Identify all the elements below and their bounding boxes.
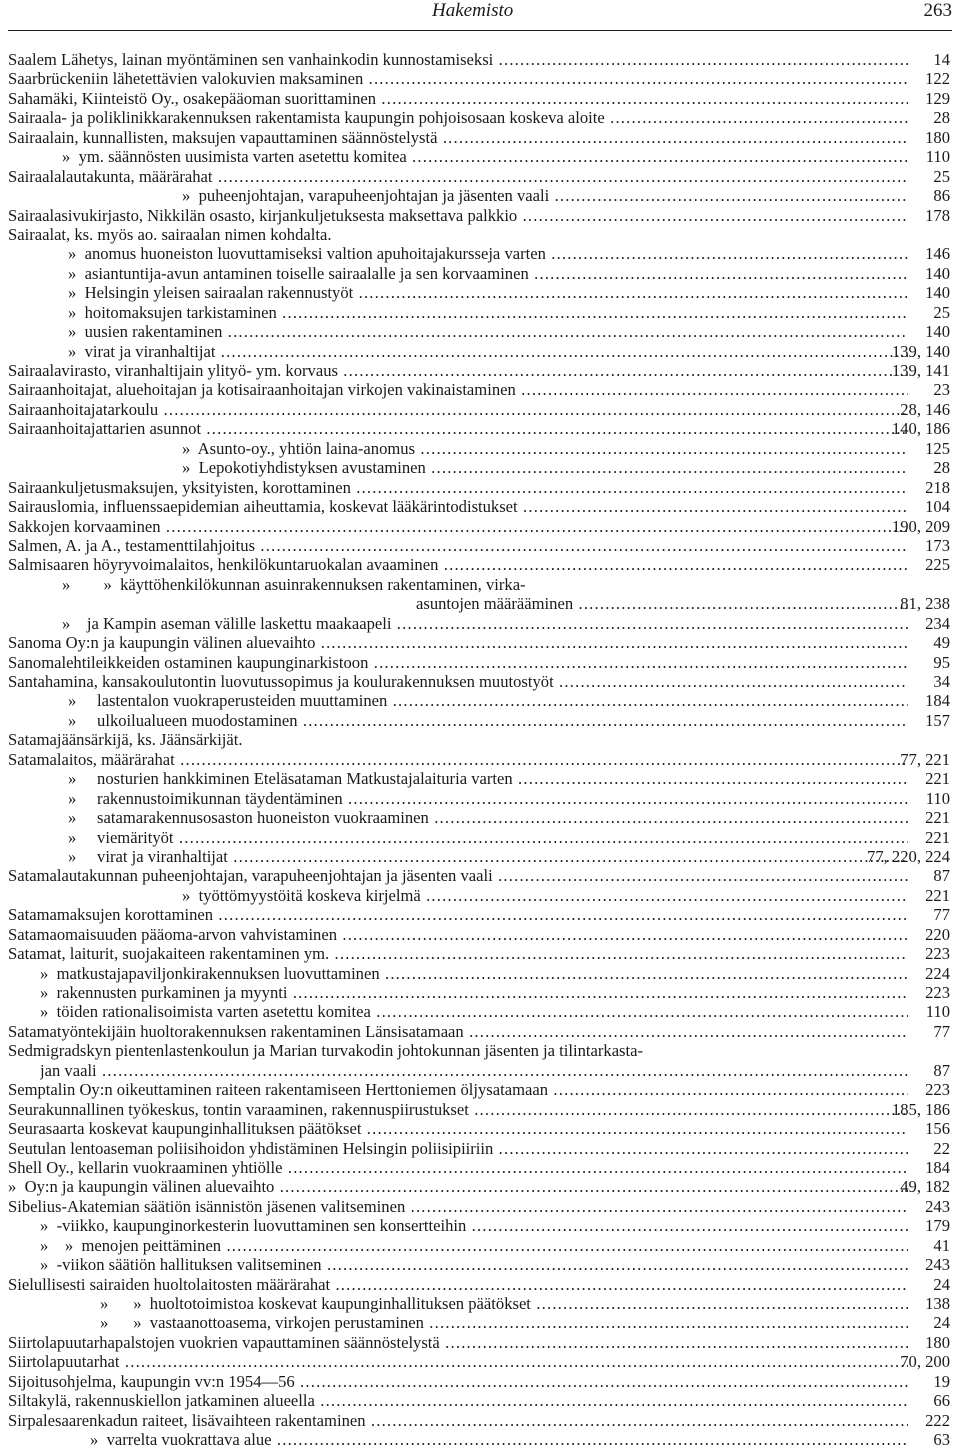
- entry-label: [8, 1391, 908, 1410]
- index-entry: [0, 1275, 960, 1294]
- entry-text: » ym. säännösten uusimista varten asetettu komitea: [62, 147, 407, 167]
- entry-text: » nosturien hankkiminen Eteläsataman Matkustajalaituria varten: [68, 769, 513, 789]
- entry-text: » hoitomaksujen tarkistaminen: [68, 302, 277, 322]
- entry-page-ref: 28, 146: [900, 399, 950, 419]
- index-entry: [0, 575, 960, 594]
- entry-text: » Oy:n ja kaupungin välinen aluevaihto: [8, 1177, 275, 1197]
- entry-text: Satamaomaisuuden pääoma-arvon vahvistaminen: [8, 924, 338, 944]
- index-entry: [0, 517, 960, 536]
- index-entry: [0, 1139, 960, 1158]
- index-entry: [0, 361, 960, 380]
- index-entry: [0, 458, 960, 477]
- entry-page-ref: 95: [933, 652, 950, 672]
- entry-text: » virat ja viranhaltijat: [68, 846, 228, 866]
- entry-page-ref: 221: [925, 885, 950, 905]
- index-entry: [0, 1236, 960, 1255]
- entry-text: » Helsingin yleisen sairaalan rakennustyöt: [68, 283, 354, 303]
- index-entry: [0, 730, 960, 749]
- entry-text: » rakennustoimikunnan täydentäminen: [68, 788, 343, 808]
- entry-label: [8, 633, 908, 652]
- index-entry: [0, 964, 960, 983]
- index-entry: [0, 905, 960, 924]
- entry-page-ref: 34: [933, 672, 950, 691]
- entry-label: [8, 167, 908, 186]
- entry-text: » ja Kampin aseman välille laskettu maakaapeli: [62, 613, 392, 633]
- entry-page-ref: 146: [925, 244, 950, 264]
- entry-label: [182, 186, 908, 205]
- entry-text: Sairaanhoitajatarkoulu: [8, 399, 159, 419]
- entry-page-ref: 87: [933, 866, 950, 886]
- index-entry: [0, 769, 960, 788]
- entry-page-ref: 86: [933, 186, 950, 206]
- entry-page-ref: 224: [925, 963, 950, 983]
- entry-page-ref: 178: [925, 205, 950, 225]
- entry-page-ref: 129: [925, 88, 950, 108]
- entry-label: [182, 458, 908, 477]
- entry-page-ref: 157: [925, 710, 950, 730]
- index-entry: [0, 866, 960, 885]
- index-entry: [0, 167, 960, 186]
- entry-text: » Lepokotiyhdistyksen avustaminen: [182, 458, 426, 478]
- index-entry: [0, 1119, 960, 1138]
- index-entry: [0, 1216, 960, 1235]
- entry-text: Satamamaksujen korottaminen: [8, 905, 214, 925]
- entry-text: Seurakunnallinen työkeskus, tontin varaaminen, rakennuspiirustukset: [8, 1099, 469, 1119]
- entry-page-ref: 180: [925, 127, 950, 147]
- entry-text: Sahamäki, Kiinteistö Oy., osakepääoman suorittaminen: [8, 88, 377, 108]
- entry-label: [8, 1352, 908, 1371]
- entry-page-ref: 180: [925, 1332, 950, 1352]
- entry-page-ref: 24: [933, 1313, 950, 1333]
- entry-page-ref: 234: [925, 613, 950, 633]
- index-entry: [0, 1391, 960, 1410]
- entry-label: [40, 1216, 908, 1235]
- entry-label: [68, 322, 908, 341]
- entry-page-ref: 220: [925, 924, 950, 944]
- entry-text: Shell Oy., kellarin vuokraaminen yhtiölle: [8, 1157, 283, 1177]
- index-entry: [0, 711, 960, 730]
- entry-label: [8, 1139, 908, 1158]
- index-entry: [0, 439, 960, 458]
- entry-text: Sairaalain, kunnallisten, maksujen vapauttaminen säännöstelystä: [8, 127, 438, 147]
- entry-page-ref: 25: [933, 302, 950, 322]
- index-entry: [0, 1255, 960, 1274]
- entry-text: Sedmigradskyn pientenlastenkoulun ja Marian turvakodin johtokunnan jäsenten ja tilintarkasta-: [8, 1041, 644, 1061]
- entry-text: Saalem Lähetys, lainan myöntäminen sen vanhainkodin kunnostamiseksi: [8, 50, 494, 69]
- entry-page-ref: 19: [933, 1371, 950, 1391]
- entry-text: Satamalautakunnan puheenjohtajan, varapuheenjohtajan ja jäsenten vaali: [8, 866, 493, 886]
- index-entry: [0, 1177, 960, 1196]
- index-entry: [0, 653, 960, 672]
- entry-label: [68, 711, 908, 730]
- entry-text: Siltakylä, rakennuskiellon jatkaminen alueella: [8, 1391, 315, 1411]
- entry-text: Sairauslomia, influenssaepidemian aiheuttamia, koskevat lääkärintodistukset: [8, 497, 518, 517]
- entry-label: [182, 439, 908, 458]
- entry-label: [90, 1430, 908, 1449]
- entry-page-ref: 49, 182: [900, 1177, 950, 1197]
- index-entry: [0, 186, 960, 205]
- entry-page-ref: 110: [925, 147, 950, 167]
- index-entry: [0, 828, 960, 847]
- index-entry: [0, 1372, 960, 1391]
- entry-label: [8, 536, 908, 555]
- entry-label: [8, 89, 908, 108]
- entry-page-ref: 25: [933, 166, 950, 186]
- entry-page-ref: 184: [925, 1157, 950, 1177]
- index-entry: [0, 380, 960, 399]
- entry-page-ref: 28: [933, 458, 950, 478]
- entry-text: Sairaala- ja poliklinikkarakennuksen rakentamista kaupungin pohjoisosaan koskeva aloite: [8, 108, 605, 128]
- entry-label: [8, 1372, 908, 1391]
- entry-page-ref: 156: [925, 1119, 950, 1139]
- entry-text: » » menojen peittäminen: [40, 1235, 222, 1255]
- entry-page-ref: 110: [925, 788, 950, 808]
- index-entry: [0, 283, 960, 302]
- entry-text: Sairaanhoitajat, aluehoitajan ja kotisairaanhoitajan virkojen vakinaistaminen: [8, 380, 516, 400]
- entry-page-ref: 77: [933, 905, 950, 925]
- entry-text: » » huoltotoimistoa koskevat kaupunginhallituksen päätökset: [100, 1294, 531, 1313]
- entry-text: » varrelta vuokrattava alue: [90, 1430, 272, 1450]
- entry-text: Satamat, laiturit, suojakaiteen rakentaminen ym.: [8, 944, 330, 964]
- index-entry: [0, 400, 960, 419]
- entry-text: » matkustajapaviljonkirakennuksen luovuttaminen: [40, 963, 380, 983]
- entry-page-ref: 104: [925, 497, 950, 517]
- entry-label: [416, 594, 908, 613]
- entry-page-ref: 222: [925, 1410, 950, 1430]
- entry-label: [8, 555, 908, 574]
- entry-label: [8, 866, 908, 885]
- entry-text: Satamalaitos, määrärahat: [8, 749, 175, 769]
- entry-label: [62, 147, 908, 166]
- entry-text: jan vaali: [40, 1060, 97, 1080]
- entry-label: [8, 1022, 908, 1041]
- entry-page-ref: 81, 238: [900, 594, 950, 614]
- index-entry: [0, 478, 960, 497]
- entry-text: Sairaalalautakunta, määrärahat: [8, 166, 213, 186]
- entry-text: Sibelius-Akatemian säätiön isännistön jäsenen valitseminen: [8, 1196, 406, 1216]
- entry-label: [8, 419, 908, 438]
- entry-label: [100, 1294, 908, 1313]
- index-entry: [0, 1002, 960, 1021]
- entry-text: » satamarakennusosaston huoneiston vuokraaminen: [68, 808, 429, 828]
- entry-text: » » käyttöhenkilökunnan asuinrakennuksen rakentaminen, virka-: [62, 574, 526, 594]
- index-entry: [0, 128, 960, 147]
- entry-text: Satamatyöntekijäin huoltorakennuksen rakentaminen Länsisatamaan: [8, 1021, 464, 1041]
- entry-label: [68, 808, 908, 827]
- entry-text: » virat ja viranhaltijat: [68, 341, 216, 361]
- entry-label: [8, 1100, 908, 1119]
- entry-label: [68, 283, 908, 302]
- entry-page-ref: 221: [925, 827, 950, 847]
- entry-page-ref: 140, 186: [891, 419, 950, 439]
- entry-text: Sairaalavirasto, viranhaltijain ylityö- ym. korvaus: [8, 361, 338, 380]
- entry-page-ref: 77: [933, 1021, 950, 1041]
- entry-page-ref: 221: [925, 808, 950, 828]
- index-entry: [0, 847, 960, 866]
- index-entry: [0, 925, 960, 944]
- index-entry: [0, 1080, 960, 1099]
- entry-label: [8, 50, 908, 69]
- index-entry: [0, 69, 960, 88]
- entry-label: [40, 983, 908, 1002]
- entry-label: [68, 342, 908, 361]
- entry-page-ref: 77, 221: [900, 749, 950, 769]
- entry-label: [8, 1197, 908, 1216]
- index-entry: [0, 1313, 960, 1332]
- entry-text: Sairaalat, ks. myös ao. sairaalan nimen kohdalta.: [8, 224, 332, 244]
- entry-label: [40, 1002, 908, 1021]
- index-entry: [0, 789, 960, 808]
- entry-text: Sijoitusohjelma, kaupungin vv:n 1954—56: [8, 1371, 295, 1391]
- entry-page-ref: 70, 200: [900, 1352, 950, 1372]
- entry-label: [8, 1333, 908, 1352]
- index-entry: [0, 244, 960, 263]
- entry-page-ref: 22: [933, 1138, 950, 1158]
- entry-page-ref: 139, 141: [891, 361, 950, 380]
- entry-text: Siirtolapuutarhat: [8, 1352, 120, 1372]
- entry-page-ref: 63: [933, 1430, 950, 1450]
- entry-page-ref: 179: [925, 1216, 950, 1236]
- entry-text: » -viikon säätiön hallituksen valitseminen: [40, 1255, 322, 1275]
- entry-text: » ulkoilualueen muodostaminen: [68, 710, 298, 730]
- entry-text: Sirpalesaarenkadun raiteet, lisävaihteen rakentaminen: [8, 1410, 366, 1430]
- entry-page-ref: 122: [925, 69, 950, 89]
- index-entry: [0, 1197, 960, 1216]
- page-number: 263: [923, 0, 952, 21]
- index-entry: [0, 322, 960, 341]
- entry-page-ref: 140: [925, 322, 950, 342]
- running-title: Hakemisto: [432, 0, 514, 21]
- entry-page-ref: 223: [925, 983, 950, 1002]
- entry-label: [8, 497, 908, 516]
- entry-text: Siirtolapuutarhapalstojen vuokrien vapauttaminen säännöstelystä: [8, 1332, 440, 1352]
- index-entry: [0, 1411, 960, 1430]
- entry-label: [68, 828, 908, 847]
- index-entry: [0, 1061, 960, 1080]
- entry-page-ref: 243: [925, 1196, 950, 1216]
- index-entry: [0, 944, 960, 963]
- entry-text: Satamajäänsärkijä, ks. Jäänsärkijät.: [8, 730, 243, 750]
- entry-page-ref: 110: [925, 1002, 950, 1022]
- entry-label: [8, 517, 908, 536]
- entry-page-ref: 125: [925, 438, 950, 458]
- entry-text: » rakennusten purkaminen ja myynti: [40, 983, 288, 1002]
- entry-label: [8, 478, 908, 497]
- entry-text: Seutulan lentoaseman poliisihoidon yhdistäminen Helsingin poliisipiiriin: [8, 1138, 494, 1158]
- entry-label: [8, 128, 908, 147]
- entry-label: [8, 1177, 908, 1196]
- index-entry: [0, 1041, 960, 1060]
- index-entry: [0, 147, 960, 166]
- index-entry: [0, 1294, 960, 1313]
- entry-text: » töiden rationalisoimista varten asetettu komitea: [40, 1002, 371, 1022]
- entry-label: [8, 69, 908, 88]
- entry-page-ref: 221: [925, 769, 950, 789]
- entry-page-ref: 66: [933, 1391, 950, 1411]
- index-entry: [0, 886, 960, 905]
- entry-label: [8, 653, 908, 672]
- entry-text: » viemärityöt: [68, 827, 174, 847]
- entry-text: Sielullisesti sairaiden huoltolaitosten määrärahat: [8, 1274, 331, 1294]
- entry-label: [8, 1411, 908, 1430]
- index-entry: [0, 342, 960, 361]
- entry-label: [68, 244, 908, 263]
- entry-page-ref: 41: [933, 1235, 950, 1255]
- entry-page-ref: 243: [925, 1255, 950, 1275]
- entry-label: [8, 944, 908, 963]
- entry-label: [8, 750, 908, 769]
- index-entry: [0, 1430, 960, 1449]
- entry-text: » Asunto-oy., yhtiön laina-anomus: [182, 438, 416, 458]
- index-entry: [0, 225, 960, 244]
- page-header: [0, 0, 960, 30]
- entry-text: Semptalin Oy:n oikeuttaminen raiteen rakentamiseen Herttoniemen öljysatamaan: [8, 1080, 549, 1100]
- entry-page-ref: 218: [925, 477, 950, 497]
- index-entry: [0, 594, 960, 613]
- entry-page-ref: 140: [925, 263, 950, 283]
- entry-text: » » vastaanottoasema, virkojen perustaminen: [100, 1313, 424, 1333]
- entry-label: [68, 264, 908, 283]
- entry-text: Sairaalasivukirjasto, Nikkilän osasto, kirjankuljetuksesta maksettava palkkio: [8, 205, 518, 225]
- index-entry: [0, 497, 960, 516]
- index-entry: [0, 691, 960, 710]
- index-entry: [0, 983, 960, 1002]
- entry-text: Saarbrückeniin lähetettävien valokuvien maksaminen: [8, 69, 364, 89]
- entry-page-ref: 225: [925, 555, 950, 575]
- entry-text: Sanomalehtileikkeiden ostaminen kaupunginarkistoon: [8, 652, 369, 672]
- entry-label: [68, 847, 908, 866]
- index-entry: [0, 419, 960, 438]
- entry-label: [68, 691, 908, 710]
- entry-label: [182, 886, 908, 905]
- entry-text: » -viikko, kaupunginorkesterin luovuttaminen sen konsertteihin: [40, 1216, 467, 1236]
- entry-label: [8, 905, 908, 924]
- entry-page-ref: 77, 220, 224: [867, 846, 950, 866]
- entry-page-ref: 140: [925, 283, 950, 303]
- index-entry: [0, 750, 960, 769]
- entry-page-ref: 139, 140: [891, 341, 950, 361]
- entry-label: [8, 380, 908, 399]
- index-entry: [0, 555, 960, 574]
- entry-label: [68, 303, 908, 322]
- index-entry: [0, 108, 960, 127]
- entry-text: Sanoma Oy:n ja kaupungin välinen aluevaihto: [8, 633, 316, 653]
- entry-label: [8, 1275, 908, 1294]
- entry-label: [8, 925, 908, 944]
- header-rule: [8, 30, 952, 31]
- entry-label: [8, 672, 908, 691]
- index-entry: [0, 1100, 960, 1119]
- entry-label: [8, 225, 908, 244]
- index-entry: [0, 50, 960, 69]
- entry-text: Salmisaaren höyryvoimalaitos, henkilökuntaruokalan avaaminen: [8, 555, 439, 575]
- entry-page-ref: 87: [933, 1060, 950, 1080]
- entry-text: Salmen, A. ja A., testamenttilahjoitus: [8, 535, 256, 555]
- entry-text: asuntojen määrääminen: [416, 594, 574, 614]
- entry-label: [68, 789, 908, 808]
- entry-page-ref: 138: [925, 1294, 950, 1313]
- entry-label: [8, 1158, 908, 1177]
- entry-page-ref: 184: [925, 691, 950, 711]
- entry-label: [8, 400, 908, 419]
- entry-label: [8, 1080, 908, 1099]
- index-entry: [0, 808, 960, 827]
- index-entry: [0, 536, 960, 555]
- entry-page-ref: 24: [933, 1274, 950, 1294]
- index-entry: [0, 206, 960, 225]
- index-entry: [0, 1158, 960, 1177]
- entry-page-ref: 23: [933, 380, 950, 400]
- entry-label: [40, 1236, 908, 1255]
- index-entry: [0, 1333, 960, 1352]
- entry-label: [8, 1119, 908, 1138]
- entry-text: Sairaanhoitajattarien asunnot: [8, 419, 202, 439]
- entry-label: [62, 614, 908, 633]
- entry-text: Seurasaarta koskevat kaupunginhallituksen päätökset: [8, 1119, 362, 1139]
- entry-label: [8, 108, 908, 127]
- entry-text: » puheenjohtajan, varapuheenjohtajan ja jäsenten vaali: [182, 186, 550, 206]
- entry-label: [8, 730, 908, 749]
- entry-text: Sakkojen korvaaminen: [8, 516, 161, 536]
- entry-text: » anomus huoneiston luovuttamiseksi valtion apuhoitajakursseja varten: [68, 244, 546, 264]
- entry-page-ref: 14: [933, 50, 950, 69]
- index-entry: [0, 633, 960, 652]
- entry-label: [8, 361, 908, 380]
- entry-label: [40, 1255, 908, 1274]
- entry-label: [62, 575, 908, 594]
- entry-text: » uusien rakentaminen: [68, 322, 223, 342]
- entry-text: » työttömyystöitä koskeva kirjelmä: [182, 885, 421, 905]
- entry-label: [8, 206, 908, 225]
- index-entry: [0, 1352, 960, 1371]
- entry-text: » lastentalon vuokraperusteiden muuttaminen: [68, 691, 388, 711]
- entry-page-ref: 190, 209: [891, 516, 950, 536]
- entry-page-ref: 185, 186: [891, 1099, 950, 1119]
- entry-label: [100, 1313, 908, 1332]
- index-entry: [0, 1022, 960, 1041]
- index-entry: [0, 303, 960, 322]
- entry-label: [68, 769, 908, 788]
- entry-label: [40, 1061, 908, 1080]
- entry-page-ref: 223: [925, 1080, 950, 1100]
- entry-page-ref: 49: [933, 633, 950, 653]
- entry-page-ref: 223: [925, 944, 950, 964]
- entry-text: Sairaankuljetusmaksujen, yksityisten, korottaminen: [8, 477, 351, 497]
- entry-text: » asiantuntija-avun antaminen toiselle sairaalalle ja sen korvaaminen: [68, 263, 529, 283]
- entry-label: [40, 964, 908, 983]
- index-entries: [0, 50, 960, 1450]
- index-entry: [0, 89, 960, 108]
- entry-page-ref: 28: [933, 108, 950, 128]
- index-entry: [0, 672, 960, 691]
- index-entry: [0, 614, 960, 633]
- entry-page-ref: 173: [925, 535, 950, 555]
- entry-label: [8, 1041, 908, 1060]
- entry-text: Santahamina, kansakoulutontin luovutussopimus ja koulurakennuksen muutostyöt: [8, 672, 554, 691]
- index-entry: [0, 264, 960, 283]
